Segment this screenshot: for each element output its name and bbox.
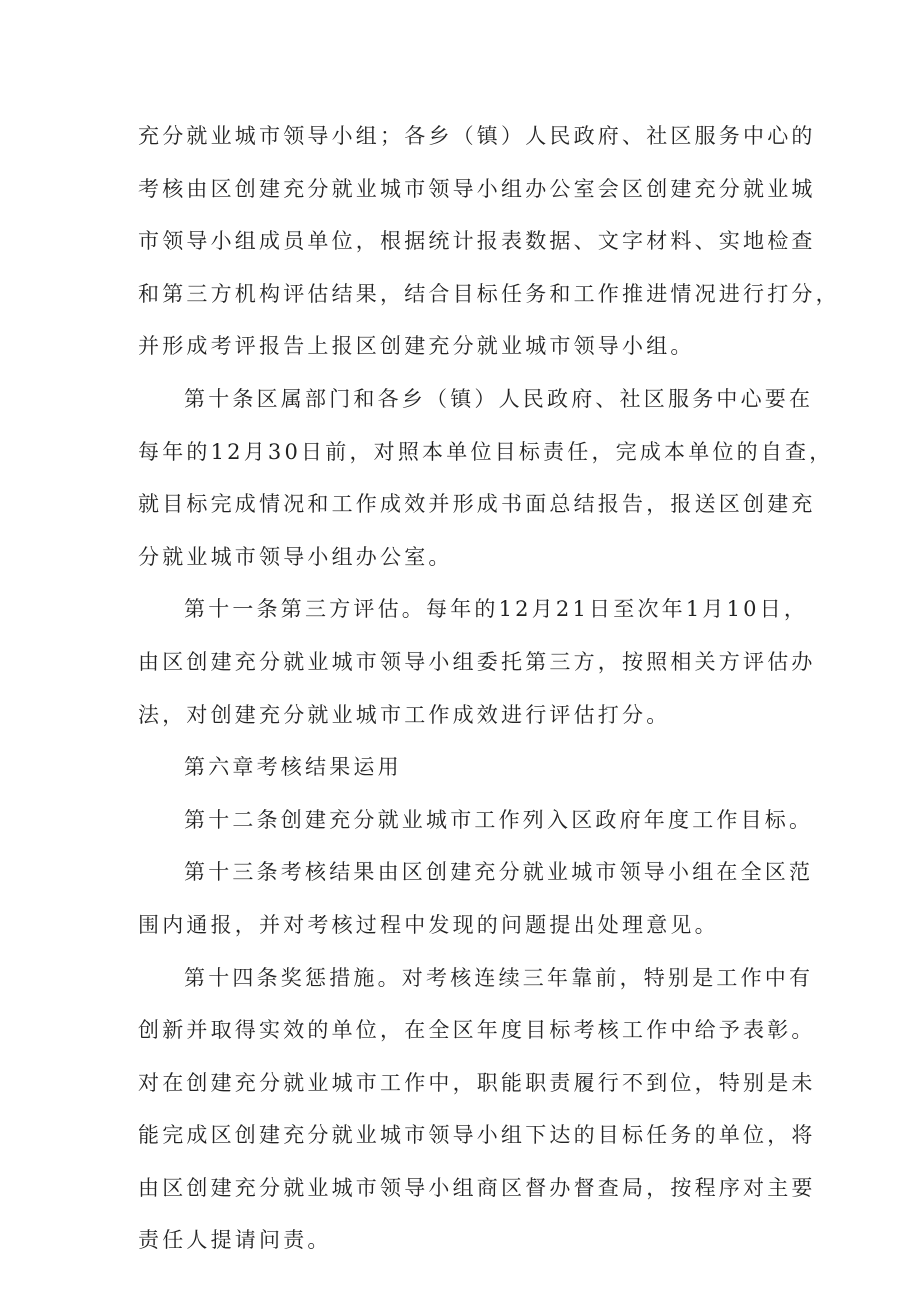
text-line: 创新并取得实效的单位，在全区年度目标考核工作中给予表彰。 [138, 1018, 816, 1043]
text-line: 法，对创建充分就业城市工作成效进行评估打分。 [138, 702, 671, 727]
text-line: 市领导小组成员单位，根据统计报表数据、文字材料、实地检查 [138, 229, 816, 254]
article-10-line: 第十条区属部门和各乡（镇）人民政府、社区服务中心要在 [184, 386, 814, 411]
article-14-line: 第十四条奖惩措施。对考核连续三年靠前，特别是工作中有 [184, 965, 814, 990]
chapter-6-heading: 第六章考核结果运用 [184, 755, 402, 780]
text-line: 能完成区创建充分就业城市领导小组下达的目标任务的单位，将 [138, 1123, 816, 1148]
text-line: 由区创建充分就业城市领导小组委托第三方，按照相关方评估办 [138, 649, 816, 674]
document-body [138, 110, 840, 1267]
text-line: 考核由区创建充分就业城市领导小组办公室会区创建充分就业城 [138, 176, 816, 201]
text-line: 由区创建充分就业城市领导小组商区督办督查局，按程序对主要 [138, 1175, 816, 1200]
text-line: 并形成考评报告上报区创建充分就业城市领导小组。 [138, 334, 695, 359]
text-line: 围内通报，并对考核过程中发现的问题提出处理意见。 [138, 912, 719, 937]
text-line: 责任人提请问责。 [138, 1228, 332, 1253]
text-line: 对在创建充分就业城市工作中，职能职责履行不到位，特别是未 [138, 1070, 816, 1095]
text-line: 和第三方机构评估结果，结合目标任务和工作推进情况进行打分， [138, 281, 840, 306]
article-11-line: 第十一条第三方评估。每年的12月21日至次年1月10日， [184, 597, 809, 622]
text-line: 就目标完成情况和工作成效并形成书面总结报告，报送区创建充 [138, 492, 816, 517]
text-line: 分就业城市领导小组办公室。 [138, 544, 453, 569]
text-line: 充分就业城市领导小组；各乡（镇）人民政府、社区服务中心的 [138, 124, 816, 148]
article-13-line: 第十三条考核结果由区创建充分就业城市领导小组在全区范 [184, 860, 814, 885]
text-line: 每年的12月30日前，对照本单位目标责任，完成本单位的自查， [138, 439, 834, 464]
article-12-line: 第十二条创建充分就业城市工作列入区政府年度工作目标。 [184, 807, 814, 832]
